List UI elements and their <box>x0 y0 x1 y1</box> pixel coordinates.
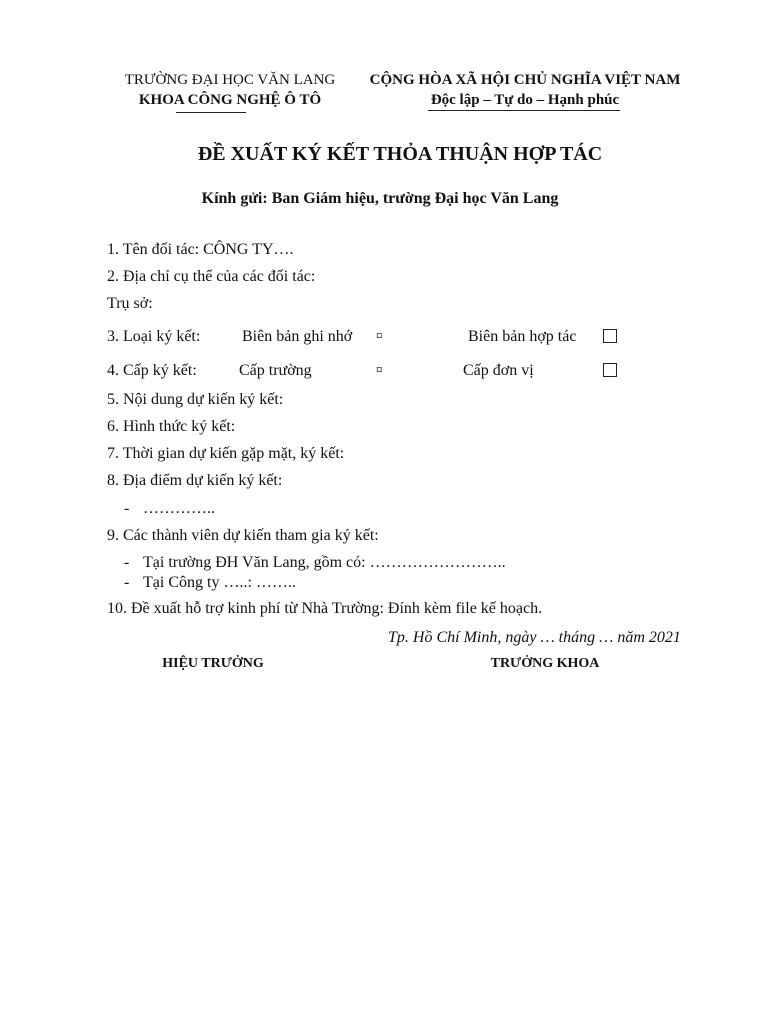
sign-type-option-agreement: Biên bản hợp tác <box>468 328 577 345</box>
page-title: ĐỀ XUẤT KÝ KẾT THỎA THUẬN HỢP TÁC <box>197 143 603 165</box>
nation-name: CỘNG HÒA XÃ HỘI CHỦ NGHĨA VIỆT NAM <box>369 72 681 88</box>
motto-underline <box>428 110 620 111</box>
addressee: Kính gửi: Ban Giám hiệu, trường Đại học Văn Lang <box>201 190 559 207</box>
faculty-underline <box>176 112 246 113</box>
content-label: 5. Nội dung dự kiến ký kết: <box>107 391 284 408</box>
location-detail: ………….. <box>143 500 215 517</box>
members-dash-company: - <box>124 574 130 591</box>
place-date: Tp. Hồ Chí Minh, ngày … tháng … năm 2021 <box>388 629 681 646</box>
members-label: 9. Các thành viên dự kiến tham gia ký kết: <box>107 527 379 544</box>
partner-name-line: 1. Tên đối tác: CÔNG TY…. <box>107 241 294 258</box>
sign-type-option-mou: Biên bản ghi nhớ <box>242 328 353 345</box>
location-dash: - <box>124 500 130 517</box>
sign-level-label: 4. Cấp ký kết: <box>107 362 197 379</box>
funding-line: 10. Đề xuất hỗ trợ kinh phí từ Nhà Trường: Đính kèm file kế hoạch. <box>107 600 543 617</box>
members-at-school: Tại trường ĐH Văn Lang, gồm có: …………………….. <box>143 554 506 571</box>
members-dash-school: - <box>124 554 130 571</box>
time-label: 7. Thời gian dự kiến gặp mặt, ký kết: <box>107 445 345 462</box>
motto: Độc lập – Tự do – Hạnh phúc <box>430 92 620 108</box>
address-label: 2. Địa chỉ cụ thể của các đối tác: <box>107 268 316 285</box>
sign-type-agreement-checkbox[interactable] <box>603 329 617 343</box>
sign-type-label: 3. Loại ký kết: <box>107 328 201 345</box>
sign-level-unit-checkbox[interactable] <box>603 363 617 377</box>
signer-rector: HIỆU TRƯỞNG <box>162 656 264 671</box>
faculty-name: KHOA CÔNG NGHỆ Ô TÔ <box>138 92 322 108</box>
form-label: 6. Hình thức ký kết: <box>107 418 236 435</box>
members-at-company: Tại Công ty …..: …….. <box>143 574 296 591</box>
sign-level-school-mark: ¤ <box>376 362 383 377</box>
location-label: 8. Địa điểm dự kiến ký kết: <box>107 472 283 489</box>
headquarters-label: Trụ sở: <box>107 295 153 312</box>
sign-level-option-school: Cấp trường <box>239 362 312 379</box>
sign-type-mou-mark: ¤ <box>376 328 383 343</box>
sign-level-option-unit: Cấp đơn vị <box>463 362 534 379</box>
signer-dean: TRƯỞNG KHOA <box>490 656 600 671</box>
university-name: TRƯỜNG ĐẠI HỌC VĂN LANG <box>124 72 336 88</box>
